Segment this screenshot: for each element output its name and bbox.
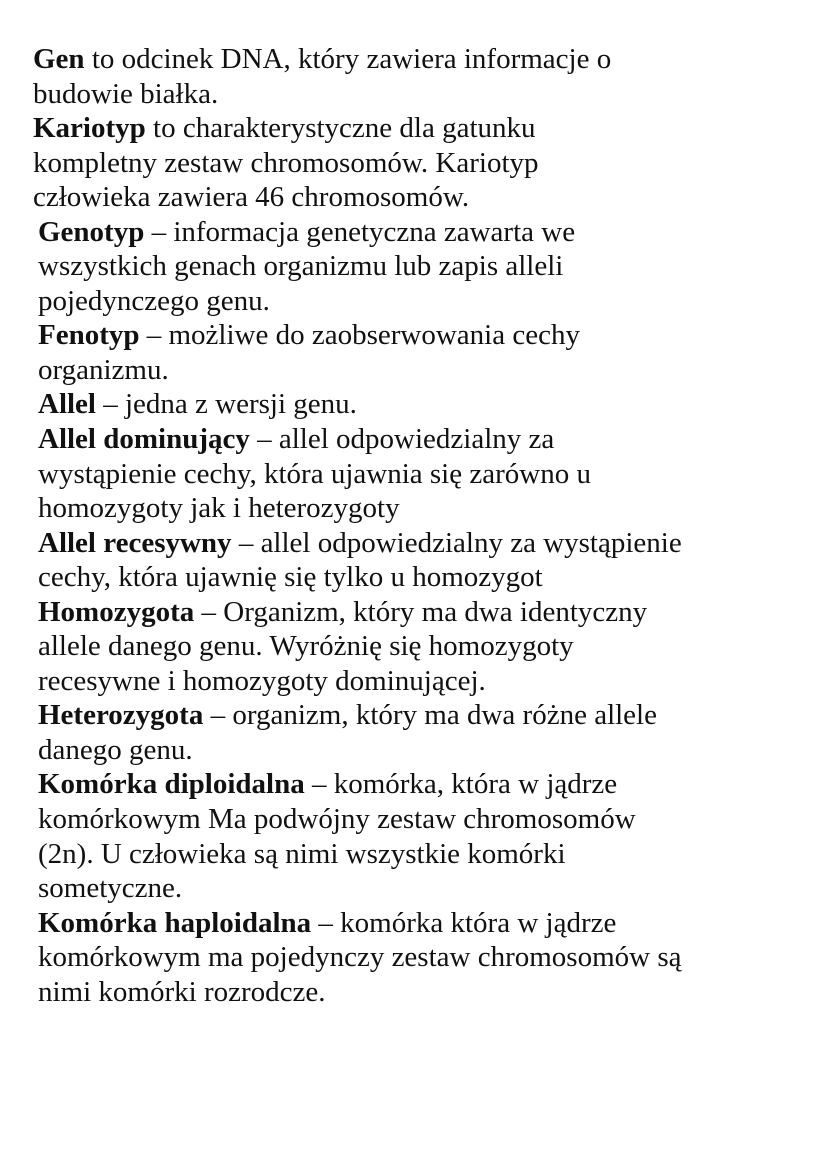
text-line xyxy=(0,284,828,319)
term: Allel recesywny xyxy=(38,526,232,559)
term: Komórka diploidalna xyxy=(38,768,305,801)
text-line xyxy=(0,491,828,526)
term: Fenotyp xyxy=(38,319,140,352)
text-line xyxy=(0,664,828,699)
definition-text: cechy, która ujawnię się tylko u homozygot xyxy=(38,561,543,594)
text-line xyxy=(0,249,828,284)
text-line xyxy=(0,353,828,388)
definition-text: wystąpienie cechy, która ujawnia się zarówno u xyxy=(38,457,591,490)
glossary-entry xyxy=(0,906,828,1010)
definition-text: homozygoty jak i heterozygoty xyxy=(38,492,400,525)
text-line xyxy=(0,802,828,837)
definition-start: – możliwe do zaobserwowania cechy xyxy=(139,319,580,352)
text-line xyxy=(0,940,828,975)
definition-start: – allel odpowiedzialny za xyxy=(249,423,555,456)
definition-start: – organizm, który ma dwa różne allele xyxy=(203,699,657,732)
glossary-entry xyxy=(0,215,828,319)
text-line xyxy=(0,318,828,353)
definition-text: danego genu. xyxy=(38,733,193,766)
text-line xyxy=(0,906,828,941)
text-line xyxy=(0,975,828,1010)
definition-text: komórkowym ma pojedynczy zestaw chromosomów są xyxy=(38,941,682,974)
glossary-entry xyxy=(0,595,828,699)
text-line xyxy=(0,560,828,595)
term: Gen xyxy=(33,43,85,75)
text-line xyxy=(0,837,828,872)
glossary-entry xyxy=(0,42,828,111)
definition-text: wszystkich genach organizmu lub zapis alleli xyxy=(38,250,564,283)
glossary-entry xyxy=(0,318,828,387)
definition-text: pojedynczego genu. xyxy=(38,284,270,317)
glossary-document xyxy=(0,42,828,1009)
text-line xyxy=(0,387,828,422)
text-line xyxy=(0,595,828,630)
glossary-entry xyxy=(0,526,828,595)
term: Komórka haploidalna xyxy=(38,906,312,939)
definition-text: (2n). U człowieka są nimi wszystkie komórki xyxy=(38,837,566,870)
text-line xyxy=(0,526,828,561)
definition-start: to charakterystyczne dla gatunku xyxy=(145,112,536,145)
glossary-entry xyxy=(0,387,828,422)
term: Genotyp xyxy=(38,215,145,248)
glossary-entry xyxy=(0,422,828,526)
definition-start: to odcinek DNA, który zawiera informacje o xyxy=(84,43,612,75)
term: Homozygota xyxy=(38,595,195,628)
term: Allel xyxy=(38,388,96,421)
definition-text: nimi komórki rozrodcze. xyxy=(38,975,326,1008)
text-line xyxy=(0,77,828,112)
definition-text: komórkowym Ma podwójny zestaw chromosomów xyxy=(38,803,636,836)
text-line xyxy=(0,111,828,146)
definition-start: – Organizm, który ma dwa identyczny xyxy=(194,595,648,628)
text-line xyxy=(0,733,828,768)
definition-start: – jedna z wersji genu. xyxy=(96,388,357,421)
definition-text: kompletny zestaw chromosomów. Kariotyp xyxy=(33,146,539,179)
text-line xyxy=(0,422,828,457)
text-line xyxy=(0,629,828,664)
text-line xyxy=(0,42,828,77)
glossary-entry xyxy=(0,111,828,215)
definition-text: sometyczne. xyxy=(38,872,183,905)
definition-start: – informacja genetyczna zawarta we xyxy=(144,215,576,248)
text-line xyxy=(0,215,828,250)
text-line xyxy=(0,146,828,181)
definition-text: budowie białka. xyxy=(33,77,219,110)
text-line xyxy=(0,457,828,492)
definition-text: recesywne i homozygoty dominującej. xyxy=(38,664,486,697)
term: Heterozygota xyxy=(38,699,204,732)
term: Kariotyp xyxy=(33,112,146,145)
glossary-entry xyxy=(0,767,828,905)
text-line xyxy=(0,871,828,906)
term: Allel dominujący xyxy=(38,423,250,456)
definition-text: człowieka zawiera 46 chromosomów. xyxy=(33,181,470,214)
text-line xyxy=(0,767,828,802)
definition-start: – komórka, która w jądrze xyxy=(304,768,618,801)
definition-text: allele danego genu. Wyróżnię się homozygoty xyxy=(38,630,574,663)
definition-start: – allel odpowiedzialny za wystąpienie xyxy=(231,526,682,559)
definition-start: – komórka która w jądrze xyxy=(311,906,617,939)
glossary-entry xyxy=(0,698,828,767)
text-line xyxy=(0,180,828,215)
definition-text: organizmu. xyxy=(38,353,169,386)
text-line xyxy=(0,698,828,733)
